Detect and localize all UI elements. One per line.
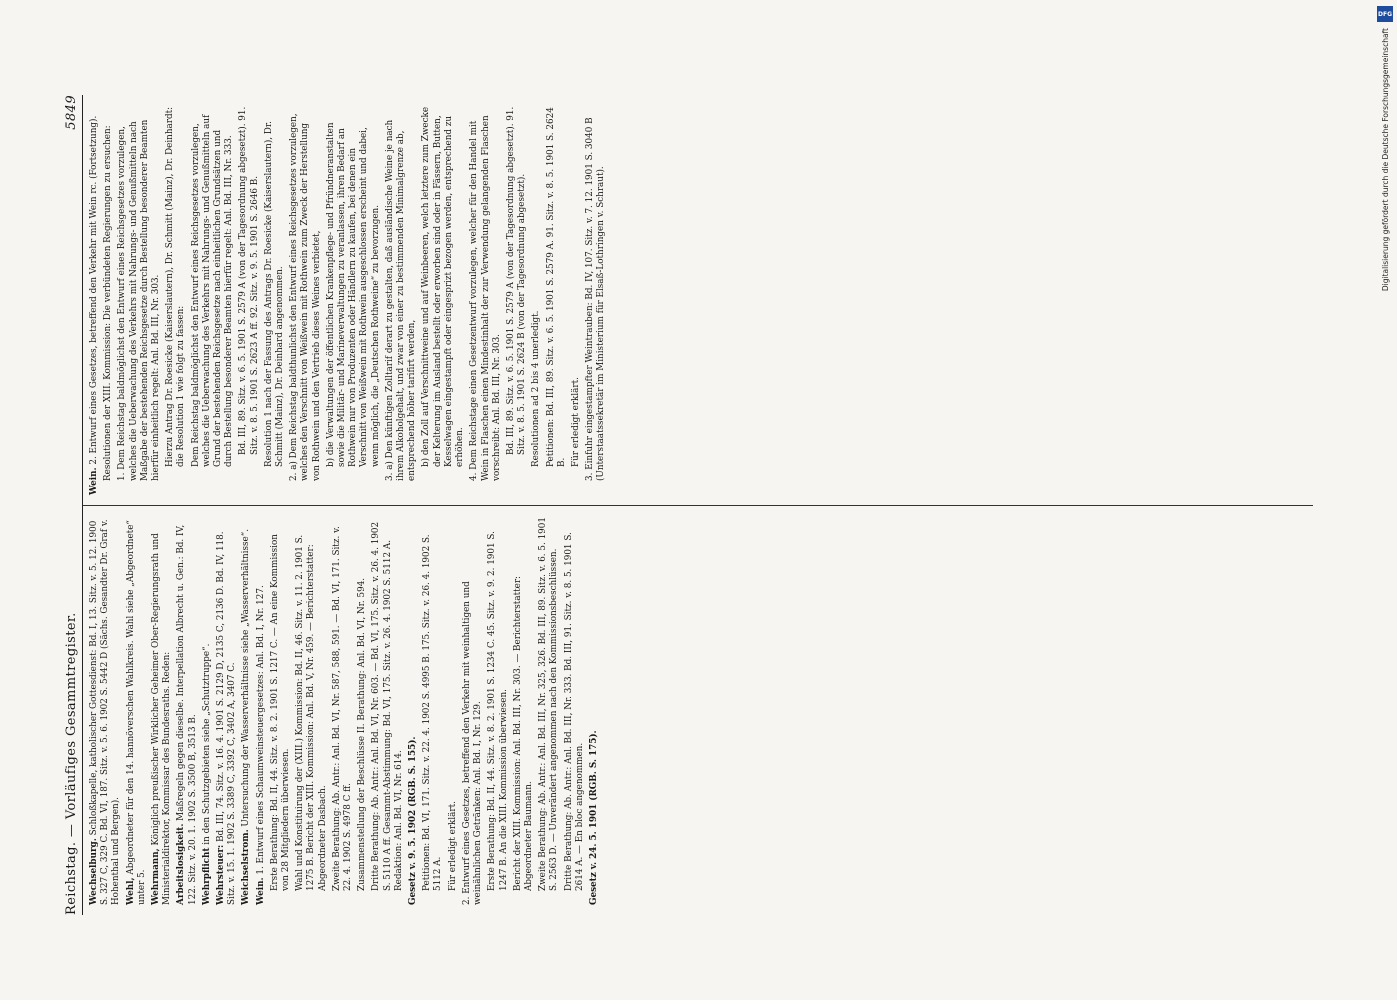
- entry-text: 2. a) Dem Reichstag baldthunlichst den Entwurf eines Reichsgesetzes vorzulegen, welches den Verschnitt von Weißwein mit Rothwein zum Zweck der Herstellung von Rothwein und den Vertrieb dieses Weines verbietet,: [289, 113, 322, 481]
- page-number: 5849: [64, 95, 79, 130]
- dfg-stamp: [1375, 6, 1395, 366]
- register-entry: [295, 516, 329, 905]
- entry-text: Bd. III, 89. Sitz. v. 6. 5. 1901 S. 2579 A (von der Tagesordnung abgesetzt). 91. Sitz. v. 8. 5. 1901 S. 2623 A ff. 92. Sitz. v. 9. 5. 1901 S. 2646 B.: [238, 106, 260, 455]
- register-entry: [151, 516, 173, 905]
- register-entry: [571, 105, 582, 495]
- entry-text: Bericht der XIII. Kommission: Anl. Bd. III, Nr. 303. — Berichterstatter: Abgeordneter Baumann.: [512, 575, 534, 891]
- register-entry: [216, 516, 238, 905]
- register-entry: [487, 516, 509, 905]
- register-entry: [289, 105, 323, 495]
- register-entry: [408, 516, 419, 905]
- entry-text: Für erledigt erklärt.: [570, 377, 581, 467]
- register-entry: [238, 105, 260, 495]
- entry-text: 1. Entwurf eines Schaumweinsteuergesetzes: Anl. Bd. I, Nr. 127.: [255, 585, 266, 875]
- register-entry: [202, 516, 213, 905]
- entry-text: Königlich preußischer Wirklicher Geheimer Ober-Regierungsrath und Ministerialdirektor, Kommissar des Bundesraths. Reden:: [151, 533, 173, 905]
- register-entry: [332, 516, 354, 905]
- entry-text: Bd. III, 74. Sitz. v. 16. 4. 1901 S. 2129 D, 2135 C, 2136 D. Bd. IV, 118. Sitz. v. 15. 1. 1902 S. 3389 C, 3392 C, 3402 A, 3407 C.: [216, 531, 238, 905]
- entry-text: Zusammenstellung der Beschlüsse II. Berathung: Anl. Bd. VI, Nr. 594.: [357, 577, 368, 891]
- register-entry: [385, 105, 419, 495]
- register-entry: [589, 516, 600, 905]
- register-entry: [270, 516, 292, 905]
- entry-keyword: Wehl,: [125, 877, 136, 905]
- left-column: [83, 505, 1313, 915]
- entry-text: 3. Einfuhr eingestampfter Weintrauben: Bd. IV, 107. Sitz. v. 7. 12. 1901 S. 3040 B (Unterstaatssekretär im Ministerium für Elsaß-Lothringen v. Schraut).: [585, 117, 607, 481]
- dfg-logo-icon: DFG: [1377, 6, 1393, 22]
- register-entry: [191, 105, 236, 495]
- entry-text: Resolution 1 nach der Fassung des Antrags Dr. Roesicke (Kaiserslautern), Dr. Schmitt (Mainz), Dr. Deinhard angenommen.: [263, 121, 286, 467]
- entry-text: Abgeordneter für den 14. hannöverschen Wahlkreis. Wahl siehe „Abgeordnete“ unter 5.: [125, 520, 147, 905]
- entry-text: Petitionen: Bd. III, 89. Sitz. v. 6. 5. 1901 S. 2579 A. 91. Sitz. v. 8. 5. 1901 S. 2624 B.: [545, 107, 567, 467]
- entry-text: Maßregeln gegen dieselbe. Interpellation Albrecht u. Gen.: Bd. IV, 122. Sitz. v. 20. 1. 1902 S. 3500 B, 3513 B.: [176, 524, 198, 905]
- register-entry: [117, 105, 162, 495]
- two-columns: [83, 95, 1313, 915]
- register-entry: [165, 105, 187, 495]
- register-entry: [564, 516, 586, 905]
- register-entry: [357, 516, 368, 905]
- running-title: Reichstag. — Vorläufiges Gesammtregister.: [64, 612, 79, 915]
- entry-text: Wahl und Konstituirung der (XIII.) Kommission: Bd. II, 46. Sitz. v. 11. 2. 1901 S. 1275 B. Bericht der XIII. Kommission: Anl. Bd. V, Nr. 459. — Berichterstatter: Abgeordneter Dasbach.: [295, 534, 328, 891]
- entry-text: 3. a) Den künftigen Zolltarif derart zu gestalten, daß ausländische Weine je nach ihrem Alkoholgehalt, und zwar von einer zu bestimmenden Minimalgrenze ab, entsprechend höher tarifirt werden,: [384, 119, 418, 481]
- register-entry: [422, 516, 444, 905]
- entry-keyword: Gesetz v. 24. 5. 1901 (RGB. S. 175).: [588, 730, 599, 905]
- entry-text: Erste Berathung: Bd. II, 44. Sitz. v. 8. 2. 1901 S. 1217 C. — An eine Kommission von 28 Mitgliedern überwiesen.: [269, 534, 292, 891]
- entry-keyword: Wehrmann,: [151, 848, 162, 905]
- dfg-credit-text: Digitalisierung gefördert durch die Deutsche Forschungsgemeinschaft: [1380, 28, 1390, 292]
- entry-text: 4. Dem Reichstage einen Gesetzentwurf vorzulegen, welcher für den Handel mit Wein in Flaschen einen Mindestinhalt der zur Verwendung gelangenden Flaschen vorschreibt: Anl. Bd. III, Nr. 303.: [469, 115, 502, 481]
- entry-text: Zweite Berathung: Ab. Antr.: Anl. Bd. III, Nr. 325, 326. Bd. III, 89. Sitz. v. 6. 5. 1901 S. 2563 D. — Unverändert angenommen nach den Kommissionsbeschlüssen.: [538, 517, 560, 891]
- entry-text: 2. Entwurf eines Gesetzes, betreffend den Verkehr mit Wein rc. (Fortsetzung).: [89, 115, 99, 465]
- entry-text: Petitionen: Bd. VI, 171. Sitz. v. 22. 4. 1902 S. 4995 B. 175. Sitz. v. 26. 4. 1902 S. 5112 A.: [422, 534, 444, 891]
- entry-text: b) den Zoll auf Verschnittweine und auf Weinbeeren, welch letztere zum Zwecke der Kelterung im Ausland bestellt oder erworben sind oder in Fässern, Butten, Kesselwagen eingestampft oder eingesprizt bezogen werden, entsprechend zu erhöhen.: [421, 106, 466, 467]
- entry-text: Zweite Berathung: Ab. Antr.: Anl. Bd. VI, Nr. 587, 588, 591. — Bd. VI, 171. Sitz. v. 22. 4. 1902 S. 4978 C ff.: [331, 526, 354, 891]
- entry-text: Dritte Berathung: Ab. Antr.: Anl. Bd. VI, Nr. 603. — Bd. VI, 175. Sitz. v. 26. 4. 1902 S. 5110 A ff. Gesammt-Abstimmung: Bd. VI, 175. Sitz. v. 26. 4. 1902 S. 5112 A. Redaktion: Anl. Bd. VI, Nr. 614.: [371, 521, 404, 891]
- register-entry: [256, 516, 267, 905]
- entry-text: Erste Berathung: Bd. II, 44. Sitz. v. 8. 2. 1901 S. 1234 C. 45. Sitz. v. 9. 2. 1901 S. 1247 B. An die XIII. Kommission überwiesen.: [487, 531, 509, 891]
- entry-text: Dritte Berathung: Ab. Antr.: Anl. Bd. III, Nr. 333. Bd. III, 91. Sitz. v. 8. 5. 1901 S. 2614 A. — En bloc angenommen.: [563, 532, 585, 891]
- entry-keyword: Weichselstrom.: [241, 829, 252, 905]
- register-entry: [89, 516, 123, 905]
- register-entry: [421, 105, 466, 495]
- register-entry: [241, 516, 252, 905]
- register-entry: [103, 105, 114, 495]
- register-entry: [506, 105, 528, 495]
- register-entry: [326, 105, 382, 495]
- entry-text: Resolutionen ad 2 bis 4 unerledigt.: [531, 310, 542, 467]
- register-entry: [371, 516, 405, 905]
- entry-text: Hierzu Antrag Dr. Roesicke (Kaiserslautern), Dr. Schmitt (Mainz), Dr. Deinhardt: die Resolution 1 wie folgt zu fassen:: [165, 106, 187, 467]
- entry-text: Untersuchung der Wasserverhältnisse siehe „Wasserverhältnisse“.: [241, 529, 252, 827]
- register-entry: [585, 105, 607, 495]
- entry-text: 2. Entwurf eines Gesetzes, betreffend den Verkehr mit weinhaltigen und weinähnlichen Getränken: Anl. Bd. I, Nr. 129.: [461, 581, 484, 905]
- entry-text: in den Schutzgebieten siehe „Schutztruppe“.: [201, 643, 212, 845]
- page-header: [64, 95, 83, 915]
- register-entry: [448, 516, 459, 905]
- entry-text: Für erledigt erklärt.: [447, 801, 458, 891]
- entry-keyword: Wehrpflicht: [201, 847, 212, 905]
- entry-text: Schloßkapelle, katholischer Gottesdienst: Bd. I, 13. Sitz. v. 5. 12. 1900 S. 327 C, 329 C. Bd. VI, 187. Sitz. v. 5. 6. 1902 S. 5442 D (Sächs. Gesandter Dr. Graf v. Hohenthal und Bergen).: [89, 519, 122, 905]
- register-entry: [264, 105, 286, 495]
- entry-text: Dem Reichstag baldmöglichst den Entwurf eines Reichsgesetzes vorzulegen, welches die Ueberwachung des Verkehrs mit Nahrungs- und Genußmitteln auf Grund der bestehenden Reichsgesetze nach einheitlichen Grundsätzen und durch Bestellung besonderer Beamten hierfür regelt: Anl. Bd. III, Nr. 333.: [190, 114, 235, 467]
- register-entry: [538, 516, 560, 905]
- register-entry: [469, 105, 503, 495]
- register-entry: [462, 516, 484, 905]
- entry-text: Resolutionen der XIII. Kommission: Die verbündeten Regierungen zu ersuchen:: [103, 125, 114, 481]
- right-column: [83, 95, 1313, 505]
- rotated-sheet: [60, 85, 1320, 925]
- entry-text: Bd. III, 89. Sitz. v. 6. 5. 1901 S. 2579 A (von der Tagesordnung abgesetzt). 91. Sitz. v. 8. 5. 1901 S. 2624 B (von der Tagesordnung abgesetzt).: [505, 106, 528, 455]
- entry-text: b) die Verwaltungen der öffentlichen Krankenpflege- und Pfründneranstalten sowie die Militär- und Marineverwaltungen zu veranlassen, ihren Bedarf an Rothwein nur von Produzenten oder Händlern zu kaufen, bei denen ein Verschnitt von Weißwein mit Rothwein ausgeschlossen erscheint und dabei, wenn möglich, die „Deutschen Rothweine“ zu bevorzugen.: [325, 122, 381, 467]
- entry-keyword: Wehrsteuer:: [216, 844, 227, 905]
- entry-keyword: Arbeitslosigkeit.: [176, 823, 187, 905]
- register-entry: [176, 516, 198, 905]
- entry-keyword: Wechselburg.: [89, 838, 99, 905]
- register-entry: [126, 516, 148, 905]
- entry-keyword: Gesetz v. 9. 5. 1902 (RGB. S. 155).: [408, 736, 419, 905]
- entry-text: 1. Dem Reichstag baldmöglichst den Entwurf eines Reichsgesetzes vorzulegen, welches die Ueberwachung des Verkehrs mit Nahrungs- und Genußmitteln nach Maßgabe der bestehenden Reichsgesetze durch Bestellung besonderer Beamten hierfür einheitlich regelt: Anl. Bd. III, Nr. 303.: [117, 119, 162, 481]
- entry-keyword: Wein.: [255, 877, 266, 905]
- register-entry: [531, 105, 542, 495]
- entry-keyword: Wein.: [89, 467, 99, 495]
- register-entry: [546, 105, 568, 495]
- register-entry: [89, 105, 100, 495]
- register-entry: [513, 516, 535, 905]
